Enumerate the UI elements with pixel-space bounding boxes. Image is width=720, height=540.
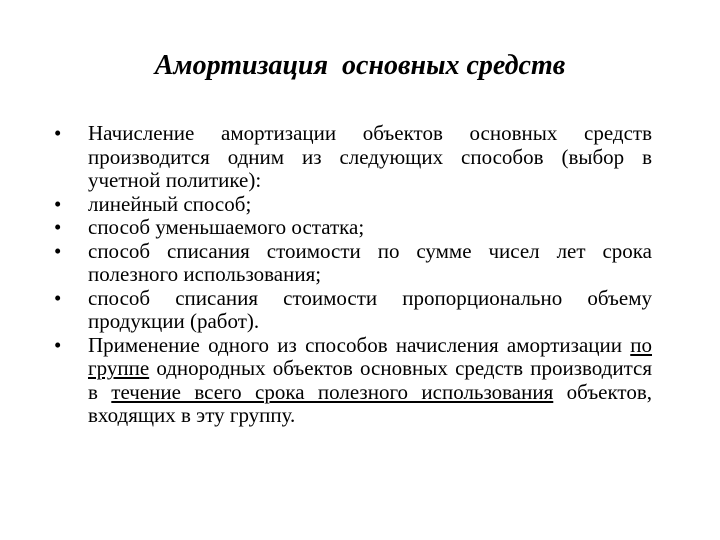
bullet-item	[52, 122, 652, 193]
bullet-item	[52, 240, 652, 287]
bullet-icon: •	[54, 191, 62, 216]
bullet-text: Начисление амортизации объектов основных средств производится одним из следующих способов (выбор в учетной политике):	[88, 121, 652, 192]
bullet-text-segment: Применение одного из способов начисления амортизации	[88, 332, 631, 357]
bullet-item	[52, 287, 652, 334]
bullet-text-segment: однородных объектов основных средств производится в	[88, 356, 652, 404]
slide-title: Амортизация основных средств	[154, 50, 566, 81]
bullet-text: линейный способ;	[88, 191, 252, 216]
bullet-icon: •	[54, 332, 62, 357]
bullet-item	[52, 193, 652, 217]
bullet-item	[52, 216, 652, 240]
bullet-text: способ списания стоимости по сумме чисел лет срока полезного использования;	[88, 238, 652, 286]
underlined-text: течение всего срока полезного использования	[111, 379, 554, 404]
bullet-text: способ уменьшаемого остатка;	[88, 215, 365, 239]
bullet-item	[52, 334, 652, 428]
bullet-icon: •	[54, 121, 62, 145]
bullet-icon: •	[54, 215, 62, 239]
underlined-text: по группе	[88, 332, 652, 380]
bullet-text: способ списания стоимости пропорционально объему продукции (работ).	[88, 285, 652, 333]
bullet-icon: •	[54, 238, 62, 263]
bullet-icon: •	[54, 285, 62, 310]
bullet-list	[52, 122, 652, 428]
bullet-text-segment: объектов, входящих в эту группу.	[88, 379, 652, 427]
